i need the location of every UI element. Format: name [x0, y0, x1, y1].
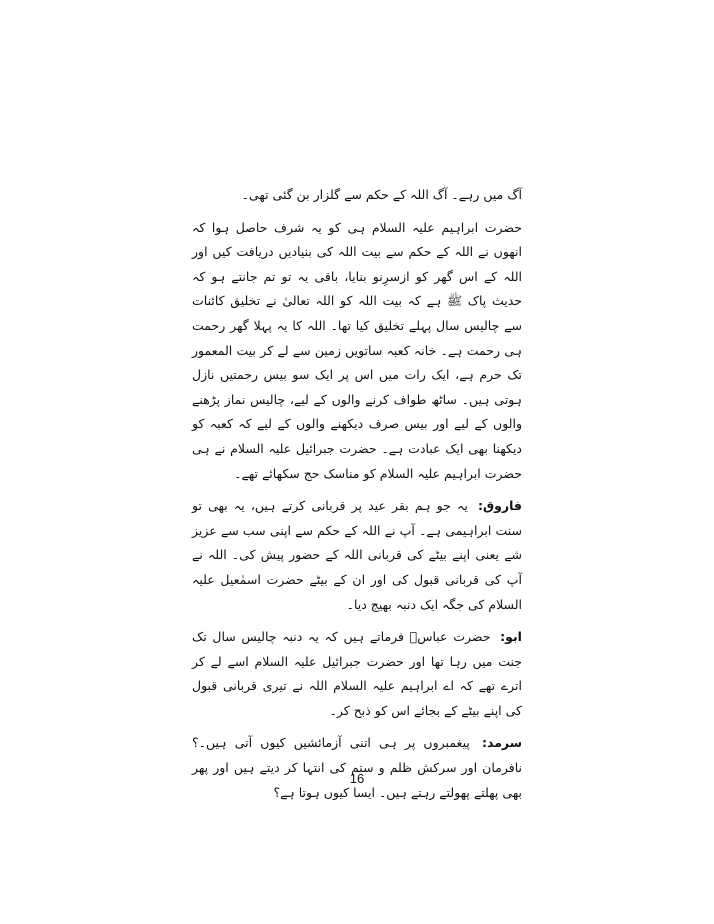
paragraph-3: [192, 494, 522, 617]
speaker-label-sarmad: سرمد:: [481, 735, 522, 751]
speaker-label-abu: ابو:: [500, 629, 522, 645]
speaker-label-farooq: فاروق:: [477, 498, 522, 514]
paragraph-4-text: حضرت عباسؓ فرماتے ہیں کہ یہ دنبہ چالیس سال تک جنت میں رہا تھا اور حضرت جبرائیل علیہ السلام اسے لے کر اترے تھے کہ اے ابراہیم علیہ السلام اللہ نے تیری قربانی قبول کی اپنے بیٹے کے بجائے اس کو ذبح کر۔: [192, 629, 522, 718]
page-body-text: [192, 183, 522, 805]
paragraph-4: [192, 625, 522, 723]
paragraph-1-text: آگ میں رہے۔ آگ اللہ کے حکم سے گلزار بن گئی تھی۔: [241, 187, 522, 202]
page-number: 16: [349, 771, 365, 786]
paragraph-1: [192, 183, 522, 208]
paragraph-3-text: یہ جو ہم بقر عید پر قربانی کرتے ہیں، یہ بھی تو سنت ابراہیمی ہے۔ آپ نے اللہ کے حکم سے اپنی سب سے عزیز شے یعنی اپنے بیٹے کی قربانی اللہ کے حضور پیش کی۔ اللہ نے آپ کی قربانی قبول کی اور ان کے بیٹے حضرت اسمٰعیل علیہ السلام کی جگہ ایک دنبہ بھیج دیا۔: [192, 498, 522, 612]
paragraph-5: [192, 731, 522, 805]
paragraph-5-text: پیغمبروں پر ہی اتنی آزمائشیں کیوں آتی ہیں۔؟ نافرمان اور سرکش ظلم و ستم کی انتہا کر دیتے ہیں اور پھر بھی پھلتے پھولتے رہتے ہیں۔ ایسا کیوں ہوتا ہے؟: [192, 735, 522, 800]
paragraph-2: [192, 216, 522, 487]
paragraph-2-text: حضرت ابراہیم علیہ السلام ہی کو یہ شرف حاصل ہوا کہ انھوں نے اللہ کے حکم سے بیت اللہ کی بنیادیں دریافت کیں اور اللہ کے اس گھر کو ازسرِنو بنایا، باقی یہ تو تم جانتے ہو کہ حدیث پاک ﷺ ہے کہ بیت اللہ کو اللہ تعالیٰ نے تخلیق کائنات سے چالیس سال پہلے تخلیق کیا تھا۔ اللہ کا یہ پہلا گھر رحمت ہی رحمت ہے۔ خانہ کعبہ ساتویں زمین سے لے کر بیت المعمور تک حرم ہے، ایک رات میں اس پر ایک سو بیس رحمتیں نازل ہوتی ہیں۔ ساٹھ طواف کرنے والوں کے لیے، چالیس نماز پڑھنے والوں کے لیے اور بیس صرف دیکھنے والوں کے لیے کہ کعبہ کو دیکھنا بھی ایک عبادت ہے۔ حضرت جبرائیل علیہ السلام نے ہی حضرت ابراہیم علیہ السلام کو مناسک حج سکھائے تھے۔: [192, 219, 522, 481]
